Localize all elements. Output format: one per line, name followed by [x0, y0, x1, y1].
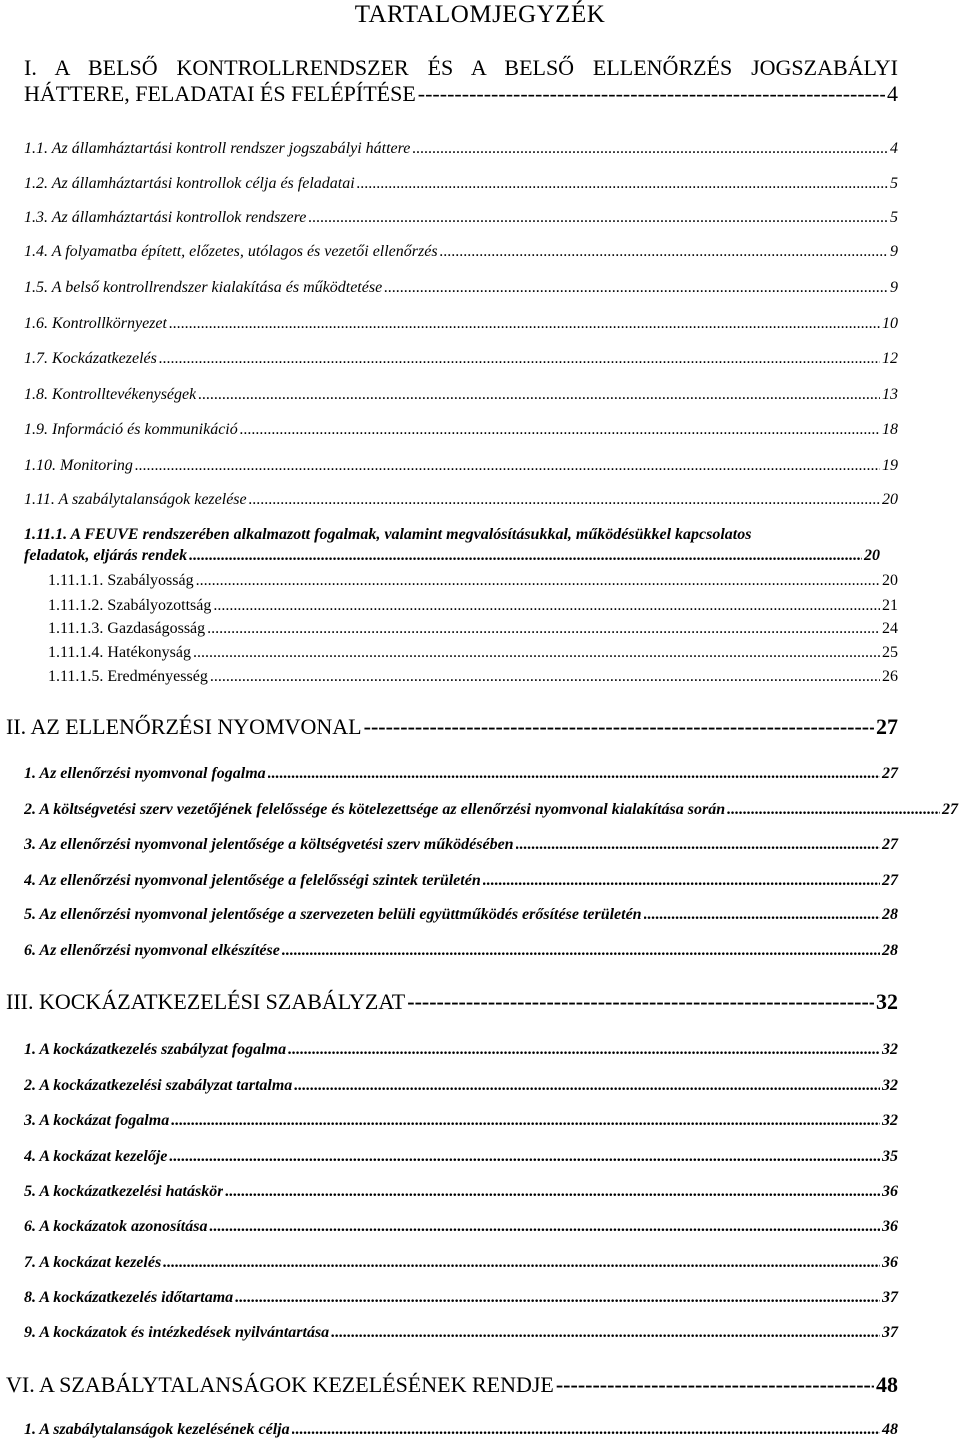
toc-entry-3-5[interactable]	[24, 1182, 898, 1202]
toc-entry-page: 27	[942, 801, 958, 818]
toc-entry-page: 21	[882, 597, 898, 614]
toc-entry-page: 32	[882, 1041, 898, 1058]
toc-entry-page: 48	[882, 1421, 898, 1438]
toc-entry-1-4[interactable]	[24, 242, 898, 262]
dash-leader	[364, 714, 874, 740]
dot-leader	[225, 1182, 880, 1202]
toc-part-2[interactable]	[6, 714, 898, 740]
toc-entry-page: 27	[882, 836, 898, 853]
toc-entry-1-7[interactable]	[24, 349, 898, 369]
dot-leader	[483, 871, 880, 891]
toc-entry-label: 1.9. Információ és kommunikáció	[24, 421, 238, 438]
toc-entry-label: 4. A kockázat kezelője	[24, 1148, 168, 1165]
toc-entry-label: 4. Az ellenőrzési nyomvonal jelentősége a felelősségi szintek területén	[24, 872, 481, 889]
toc-entry-label: III. KOCKÁZATKEZELÉSI SZABÁLYZAT	[6, 989, 406, 1014]
dot-leader	[249, 490, 880, 510]
toc-entry-3-9[interactable]	[24, 1323, 898, 1343]
toc-entry-page: 9	[890, 243, 898, 260]
toc-entry-label: 1.11.1.1. Szabályosság	[48, 572, 194, 589]
toc-entry-page: 48	[876, 1372, 898, 1397]
toc-entry-label: 3. Az ellenőrzési nyomvonal jelentősége a költségvetési szerv működésében	[24, 836, 514, 853]
toc-subentry-2[interactable]	[48, 596, 898, 616]
dot-leader	[357, 174, 888, 194]
toc-entry-label: 1.11. A szabálytalanságok kezelése	[24, 491, 247, 508]
toc-entry-label: 1.4. A folyamatba épített, előzetes, utólagos és vezetői ellenőrzés	[24, 243, 438, 260]
toc-entry-page: 32	[876, 989, 898, 1014]
toc-entry-page: 36	[882, 1254, 898, 1271]
toc-entry-label: 1.10. Monitoring	[24, 457, 133, 474]
dot-leader	[196, 571, 880, 591]
toc-entry-1-6[interactable]	[24, 314, 898, 334]
toc-entry-1-11[interactable]	[24, 490, 898, 510]
dot-leader	[308, 208, 888, 228]
toc-entry-label: 7. A kockázat kezelés	[24, 1254, 162, 1271]
toc-entry-3-7[interactable]	[24, 1253, 898, 1273]
toc-entry-page: 27	[882, 872, 898, 889]
dash-leader	[418, 81, 885, 107]
toc-entry-3-8[interactable]	[24, 1288, 898, 1308]
toc-part-3[interactable]	[6, 989, 898, 1015]
toc-entry-page: 10	[882, 315, 898, 332]
toc-entry-label: 1.8. Kontrolltevékenységek	[24, 386, 197, 403]
toc-subentry-1[interactable]	[48, 571, 898, 591]
toc-entry-page: 26	[882, 668, 898, 685]
toc-entry-2-3[interactable]	[24, 835, 898, 855]
dot-leader	[171, 1111, 880, 1131]
toc-entry-label: 9. A kockázatok és intézkedések nyilvántartása	[24, 1324, 330, 1341]
dot-leader	[135, 456, 880, 476]
toc-entry-label: 1.11.1.3. Gazdaságosság	[48, 620, 206, 637]
toc-entry-page: 5	[890, 209, 898, 226]
toc-entry-label: II. AZ ELLENŐRZÉSI NYOMVONAL	[6, 714, 362, 739]
part-1-page: 4	[887, 81, 898, 106]
entry-label-line2: feladatok, eljárás rendek	[24, 547, 188, 564]
dot-leader	[288, 1040, 880, 1060]
toc-entry-label: 5. Az ellenőrzési nyomvonal jelentősége a szervezeten belüli együttműködés erősítése területén	[24, 906, 642, 923]
toc-entry-1-1[interactable]	[24, 139, 898, 159]
toc-entry-3-6[interactable]	[24, 1217, 898, 1237]
toc-entry-2-5[interactable]	[24, 905, 898, 925]
toc-entry-label: 1.5. A belső kontrollrendszer kialakítása és működtetése	[24, 279, 383, 296]
toc-entry-label: VI. A SZABÁLYTALANSÁGOK KEZELÉSÉNEK RENDJE	[6, 1372, 554, 1397]
dot-leader	[213, 596, 880, 616]
toc-entry-page: 32	[882, 1077, 898, 1094]
toc-entry-label: 1.7. Kockázatkezelés	[24, 350, 157, 367]
toc-entry-label: 8. A kockázatkezelés időtartama	[24, 1289, 234, 1306]
dot-leader	[207, 619, 880, 639]
dot-leader	[440, 242, 888, 262]
dot-leader	[727, 800, 940, 820]
dot-leader	[209, 1217, 880, 1237]
toc-entry-page: 37	[882, 1324, 898, 1341]
dot-leader	[268, 764, 880, 784]
toc-entry-page: 18	[882, 421, 898, 438]
toc-entry-1-10[interactable]	[24, 456, 898, 476]
dot-leader	[292, 1420, 880, 1440]
entry-label-line1: 1.11.1. A FEUVE rendszerében alkalmazott fogalmak, valamint megvalósításukkal, működésükkel kapcsolatos	[24, 526, 752, 543]
toc-entry-page: 32	[882, 1112, 898, 1129]
toc-entry-1-9[interactable]	[24, 420, 898, 440]
dash-leader	[407, 989, 874, 1015]
dot-leader	[412, 139, 888, 159]
dot-leader	[159, 349, 880, 369]
toc-entry-label: 1.3. Az államháztartási kontrollok rendszere	[24, 209, 307, 226]
toc-entry-page: 9	[890, 279, 898, 296]
toc-entry-page: 24	[882, 620, 898, 637]
toc-entry-3-4[interactable]	[24, 1147, 898, 1167]
toc-entry-page: 37	[882, 1289, 898, 1306]
dot-leader	[294, 1076, 880, 1096]
toc-entry-1-5[interactable]	[24, 278, 898, 298]
toc-entry-page: 27	[882, 765, 898, 782]
toc-entry-page: 36	[882, 1183, 898, 1200]
entry-page: 20	[864, 547, 880, 564]
toc-entry-label: 2. A kockázatkezelési szabályzat tartalma	[24, 1077, 293, 1094]
dot-leader	[331, 1323, 880, 1343]
toc-entry-2-2[interactable]	[24, 800, 958, 820]
part-1-title-line1: I. A BELSŐ KONTROLLRENDSZER ÉS A BELSŐ ELLENŐRZÉS JOGSZABÁLYI	[24, 55, 898, 80]
toc-entry-label: 1. Az ellenőrzési nyomvonal fogalma	[24, 765, 266, 782]
toc-entry-page: 28	[882, 906, 898, 923]
toc-entry-6-1[interactable]	[24, 1420, 898, 1440]
dot-leader	[516, 835, 880, 855]
toc-entry-page: 5	[890, 175, 898, 192]
toc-entry-label: 1.1. Az államháztartási kontroll rendszer jogszabályi háttere	[24, 140, 411, 157]
toc-entry-page: 25	[882, 644, 898, 661]
toc-entry-3-2[interactable]	[24, 1076, 898, 1096]
toc-entry-label: 1.11.1.5. Eredményesség	[48, 668, 208, 685]
toc-entry-label: 1.11.1.4. Hatékonyság	[48, 644, 191, 661]
toc-entry-page: 27	[876, 714, 898, 739]
toc-entry-page: 20	[882, 572, 898, 589]
dot-leader	[163, 1253, 880, 1273]
toc-entry-1-2[interactable]	[24, 174, 898, 194]
dot-leader	[193, 643, 880, 663]
toc-entry-2-6[interactable]	[24, 941, 898, 961]
toc-entry-1-3[interactable]	[24, 208, 898, 228]
toc-entry-label: 1.11.1.2. Szabályozottság	[48, 597, 212, 614]
toc-entry-2-4[interactable]	[24, 871, 898, 891]
dot-leader	[644, 905, 880, 925]
dot-leader	[189, 545, 862, 566]
dot-leader	[198, 385, 880, 405]
dot-leader	[235, 1288, 880, 1308]
dot-leader	[384, 278, 888, 298]
toc-entry-page: 20	[882, 491, 898, 508]
toc-entry-page: 12	[882, 350, 898, 367]
toc-entry-page: 36	[882, 1218, 898, 1235]
toc-subentry-4[interactable]	[48, 643, 898, 663]
toc-entry-label: 2. A költségvetési szerv vezetőjének felelőssége és kötelezettsége az ellenőrzési nyomvonal kialakítása során	[24, 801, 726, 818]
toc-entry-2-1[interactable]	[24, 764, 898, 784]
toc-entry-1-8[interactable]	[24, 385, 898, 405]
toc-entry-3-3[interactable]	[24, 1111, 898, 1131]
dot-leader	[282, 941, 880, 961]
toc-entry-label: 1. A szabálytalanságok kezelésének célja	[24, 1421, 290, 1438]
toc-entry-page: 19	[882, 457, 898, 474]
toc-entry-label: 1. A kockázatkezelés szabályzat fogalma	[24, 1041, 287, 1058]
toc-entry-1-11-1[interactable]	[24, 524, 942, 566]
toc-entry-page: 28	[882, 942, 898, 959]
dot-leader	[169, 314, 880, 334]
toc-entry-label: 5. A kockázatkezelési hatáskör	[24, 1183, 224, 1200]
toc-entry-label: 1.6. Kontrollkörnyezet	[24, 315, 167, 332]
toc-subentry-3[interactable]	[48, 619, 898, 639]
part-1-title-line2: HÁTTERE, FELADATAI ÉS FELÉPÍTÉSE	[24, 81, 416, 106]
toc-entry-3-1[interactable]	[24, 1040, 898, 1060]
toc-entry-page: 13	[882, 386, 898, 403]
toc-part-1[interactable]	[24, 55, 898, 107]
toc-entry-page: 4	[890, 140, 898, 157]
dash-leader	[556, 1372, 874, 1398]
toc-entry-label: 6. Az ellenőrzési nyomvonal elkészítése	[24, 942, 280, 959]
toc-part-6[interactable]	[6, 1372, 898, 1398]
toc-title: TARTALOMJEGYZÉK	[354, 1, 606, 28]
toc-entry-label: 1.2. Az államháztartási kontrollok célja és feladatai	[24, 175, 355, 192]
toc-entry-label: 3. A kockázat fogalma	[24, 1112, 170, 1129]
dot-leader	[169, 1147, 880, 1167]
toc-subentry-5[interactable]	[48, 667, 898, 687]
toc-entry-label: 6. A kockázatok azonosítása	[24, 1218, 208, 1235]
toc-entry-page: 35	[882, 1148, 898, 1165]
dot-leader	[240, 420, 880, 440]
dot-leader	[210, 667, 880, 687]
